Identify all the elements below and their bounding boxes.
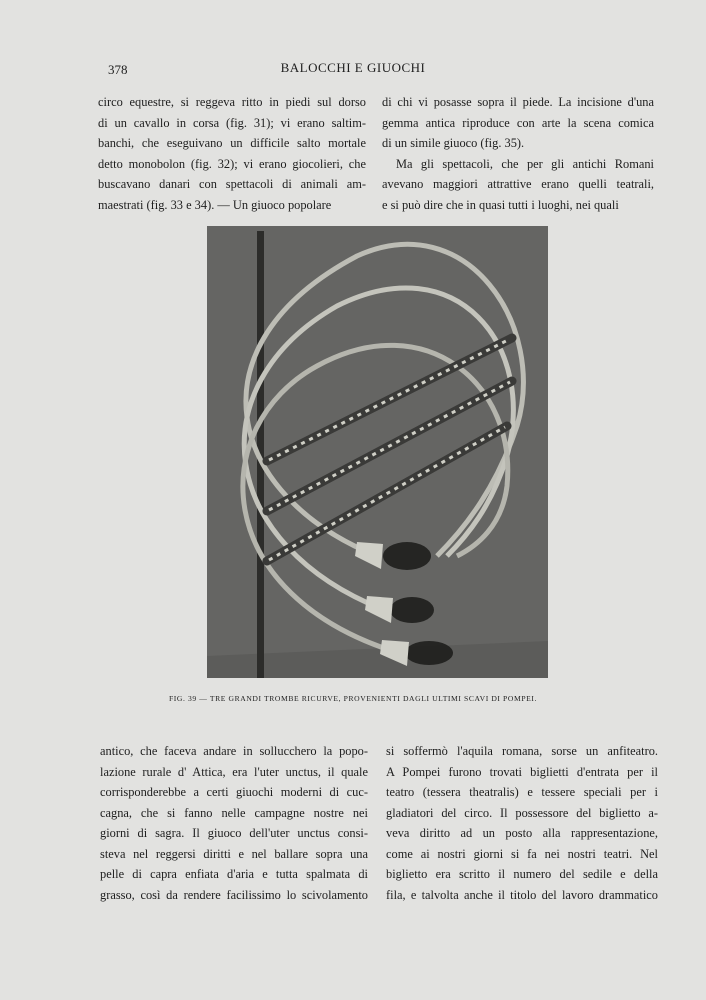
text-line: pelle di capra enfiata d'aria e tutta spalmata di: [100, 867, 368, 881]
text-line: gladiatori del circo. Il possessore del biglietto a-: [386, 805, 658, 820]
trumpets-illustration: [207, 226, 548, 678]
text-column-top-left: [98, 92, 366, 215]
text-line: steva nel reggersi diritti e nel ballare sopra una: [100, 846, 368, 861]
text-line: antico, che faceva andare in sollucchero la popo-: [100, 744, 368, 758]
text-line: biglietto era scritto il numero del sedile e della: [386, 867, 658, 881]
text-line: e si può dire che in quasi tutti i luoghi, nei quali: [382, 197, 619, 212]
text-line: buscavano danari con spettacoli di animali am-: [98, 177, 366, 191]
text-line: detto monobolon (fig. 32); vi erano giocolieri, che: [98, 156, 366, 171]
text-line: A Pompei furono trovati biglietti d'entrata per il: [386, 764, 658, 779]
text-line: cagna, che si fanno nelle campagne nostre nei: [100, 805, 368, 820]
text-column-bottom-left: [100, 741, 368, 905]
figure-caption: FIG. 39 — TRE GRANDI TROMBE RICURVE, PROVENIENTI DAGLI ULTIMI SCAVI DI POMPEI.: [168, 694, 538, 703]
text-line: teatro (tessera theatralis) e tessere speciali per i: [386, 785, 658, 799]
text-line: gemma antica riproduce con arte la scena comica: [382, 115, 654, 130]
text-line: fila, e talvolta anche il titolo del lavoro drammatico: [386, 887, 658, 902]
text-line: veva diritto ad un posto alla rappresentazione,: [386, 826, 658, 840]
text-line: avevano maggiori attrattive erano quelli teatrali,: [382, 177, 654, 191]
text-line: banchi, che eseguivano un difficile salto mortale: [98, 136, 366, 150]
text-line: di un cavallo in corsa (fig. 31); vi erano saltim-: [98, 115, 366, 130]
text-line: circo equestre, si reggeva ritto in piedi sul dorso: [98, 95, 366, 109]
text-line: si soffermò l'aquila romana, sorse un anfiteatro.: [386, 744, 658, 758]
text-line: grasso, così da rendere facilissimo lo scivolamento: [100, 887, 368, 902]
text-line: di chi vi posasse sopra il piede. La incisione d'una: [382, 95, 654, 109]
text-line: di un simile giuoco (fig. 35).: [382, 136, 525, 150]
text-line: Ma gli spettacoli, che per gli antichi Romani: [396, 156, 654, 171]
text-column-bottom-right: [386, 741, 658, 905]
text-line: corrisponderebbe a certi giuochi moderni di cuc-: [100, 785, 368, 799]
text-line: maestrati (fig. 33 e 34). — Un giuoco popolare: [98, 197, 332, 212]
figure-photograph: [207, 226, 548, 678]
text-line: giorni di sagra. Il giuoco dell'uter unctus consi-: [100, 826, 368, 840]
running-title: BALOCCHI E GIUOCHI: [280, 60, 426, 75]
text-column-top-right: [382, 92, 654, 215]
text-line: come ai nostri giorni si fa nei nostri teatri. Nel: [386, 846, 658, 861]
text-line: lazione rurale d' Attica, era l'uter unctus, il quale: [100, 764, 368, 779]
page-number: 378: [108, 62, 128, 77]
